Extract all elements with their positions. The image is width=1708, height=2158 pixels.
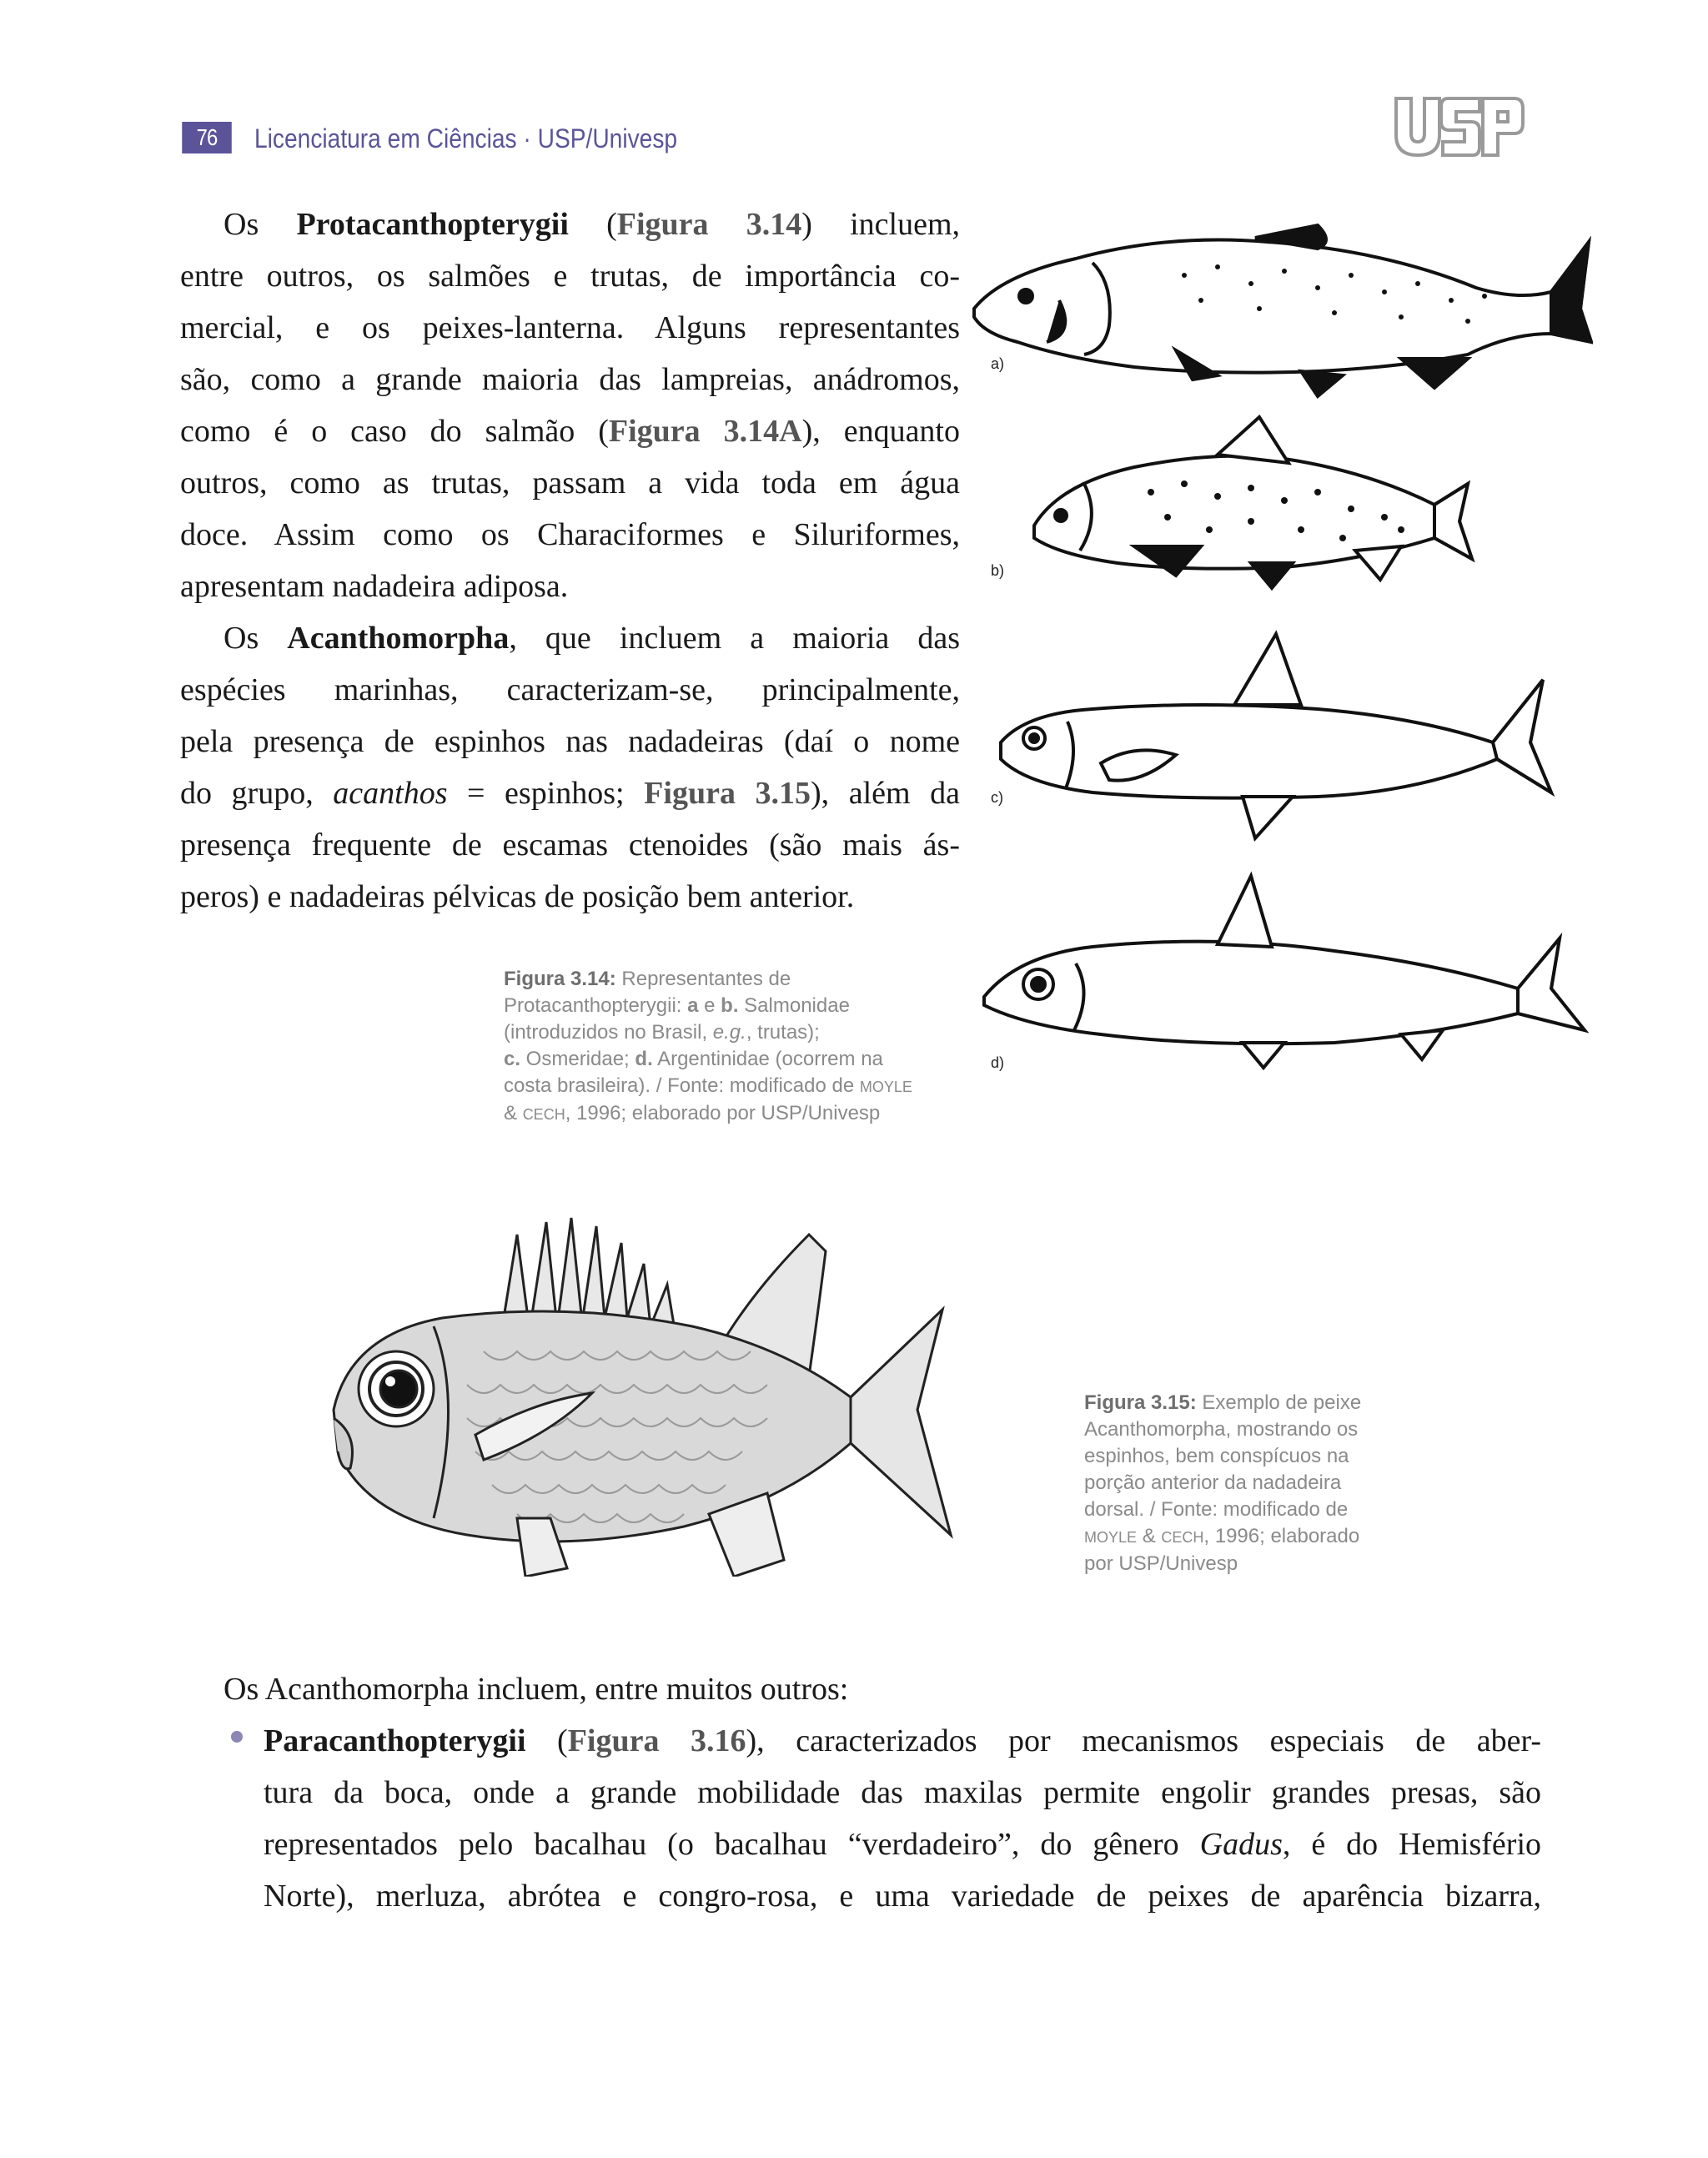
figure-reference: Figura 3.16 <box>567 1723 746 1758</box>
figure-reference: Figura 3.14 <box>616 207 802 242</box>
running-head: Licenciatura em Ciências · USP/Univesp <box>254 123 678 153</box>
paragraph-protacanthopterygii: Os Protacanthopterygii (Figura 3.14) incluem, entre outros, os salmões e trutas, de importância co- mercial, e os peixes-lanterna. Alguns representantes são, como a grande maioria das lampreias, anádromos, como é o caso do salmão (Figura 3.14A), enquanto outros, como as trutas, passam a vida toda em água doce. Assim como os Characiformes e Siluriformes, apresentam nadadeira adiposa. <box>180 207 961 604</box>
figure-label-b: b) <box>991 562 1005 579</box>
figure-label-a: a) <box>991 355 1005 372</box>
paragraph-list-intro: Os Acanthomorpha incluem, entre muitos outros: <box>224 1672 849 1707</box>
figure-3-14-illustration <box>967 209 1593 1084</box>
soldierfish-drawing <box>334 1218 951 1577</box>
paragraph-acanthomorpha: Os Acanthomorpha, que incluem a maioria das espécies marinhas, caracterizam-se, principalmente, pela presença de espinhos nas nadadeiras (daí o nome do grupo, acanthos = espinhos; Figura 3.15), além da presença frequente de escamas ctenoides (são mais ás- peros) e nadadeiras pélvicas de posição bem anterior. <box>180 621 960 914</box>
page-number: 76 <box>182 122 232 153</box>
figure-3-15-illustration <box>317 1185 1051 1577</box>
trout-drawing <box>1034 417 1472 588</box>
smelt-drawing <box>1001 634 1551 838</box>
figure-3-14-caption: Figura 3.14: Representantes de Protacanthopterygii: a e b. Salmonidae (introduzidos no Brasil, e.g., trutas); c. Osmeridae; d. Argentinidae (ocorrem na costa brasileira). / Fonte: modificado de MOYLE & CECH, 1996; elaborado por USP/Univesp <box>504 968 912 1124</box>
figure-label-d: d) <box>991 1054 1005 1071</box>
salmon-drawing <box>974 225 1591 396</box>
figure-label-c: c) <box>991 789 1003 806</box>
argentine-drawing <box>984 876 1585 1068</box>
figure-reference: Figura 3.15 <box>644 776 811 811</box>
bullet-point <box>231 1731 243 1743</box>
bullet-paracanthopterygii: Paracanthopterygii (Figura 3.16), caracterizados por mecanismos especiais de aber- tura da boca, onde a grande mobilidade das maxilas permite engolir grandes presas, são representados pelo bacalhau (o bacalhau “verdadeiro”, do gênero Gadus, é do Hemisfério Norte), merluza, abrótea e congro-rosa, e uma variedade de peixes de aparência bizarra, <box>264 1723 1542 1914</box>
usp-logo <box>1393 93 1526 158</box>
figure-3-15-caption: Figura 3.15: Exemplo de peixe Acanthomorpha, mostrando os espinhos, bem conspícuos na porção anterior da nadadeira dorsal. / Fonte: modificado de MOYLE & CECH, 1996; elaborado por USP/Univesp <box>1084 1391 1362 1575</box>
figure-reference: Figura 3.14A <box>608 414 802 449</box>
